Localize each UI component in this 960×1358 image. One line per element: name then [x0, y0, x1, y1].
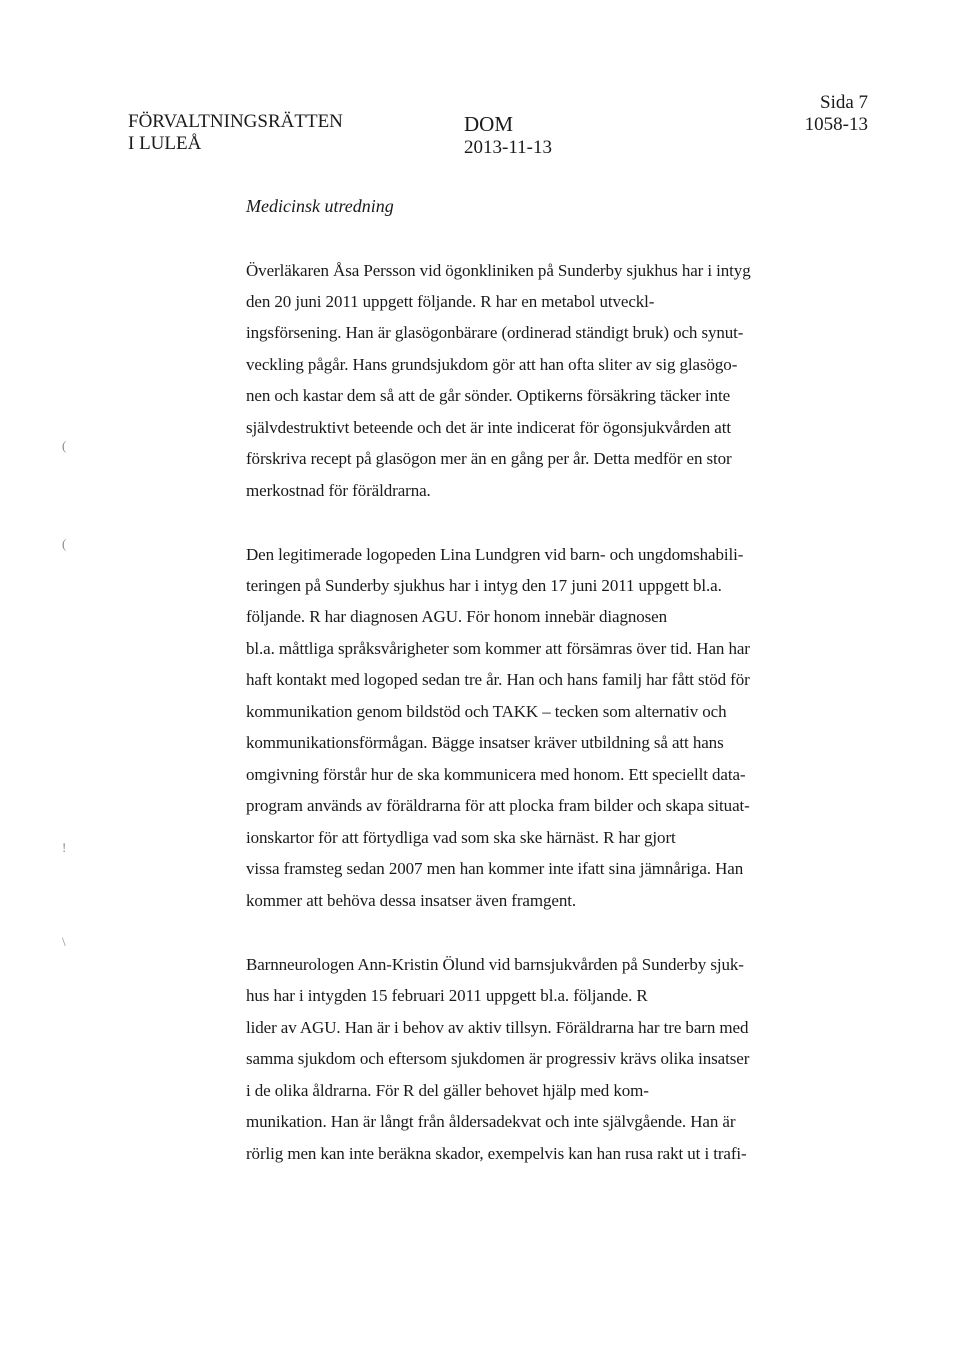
page-number: Sida 7 [820, 92, 869, 113]
text-line: ingsförsening. Han är glasögonbärare (ordinerad ständigt bruk) och synut- [246, 323, 744, 342]
text-line: lider av AGU. Han är i behov av aktiv tillsyn. Föräldrarna har tre barn med [246, 1018, 749, 1037]
text-line: munikation. Han är långt från åldersadekvat och inte självgående. Han är [246, 1112, 736, 1131]
margin-mark: \ [62, 934, 66, 949]
text-line: kommunikation genom bildstöd och TAKK – tecken som alternativ och [246, 702, 727, 721]
text-line: kommunikationsförmågan. Bägge insatser kräver utbildning så att hans [246, 733, 724, 752]
text-line: hus har i intygden 15 februari 2011 uppgett bl.a. följande. R [246, 986, 648, 1005]
section-heading: Medicinsk utredning [246, 196, 394, 216]
margin-mark: ( [62, 438, 67, 453]
text-line: i de olika åldrarna. För R del gäller behovet hjälp med kom- [246, 1081, 649, 1100]
text-line: omgivning förstår hur de ska kommunicera med honom. Ett speciellt data- [246, 765, 746, 784]
court-location: I LULEÅ [128, 133, 202, 154]
text-line: förskriva recept på glasögon mer än en gång per år. Detta medför en stor [246, 449, 732, 468]
text-line: rörlig men kan inte beräkna skador, exempelvis kan han rusa rakt ut i trafi- [246, 1144, 747, 1163]
text-line: Överläkaren Åsa Persson vid ögonkliniken på Sunderby sjukhus har i intyg [246, 261, 751, 280]
court-name: FÖRVALTNINGSRÄTTEN [128, 111, 343, 132]
text-line: samma sjukdom och eftersom sjukdomen är progressiv krävs olika insatser [246, 1049, 750, 1068]
text-line: teringen på Sunderby sjukhus har i intyg den 17 juni 2011 uppgett bl.a. [246, 576, 722, 595]
text-line: merkostnad för föräldrarna. [246, 481, 431, 500]
text-line: ionskartor för att förtydliga vad som ska ske härnäst. R har gjort [246, 828, 676, 847]
document-type: DOM [464, 112, 514, 136]
text-line: haft kontakt med logoped sedan tre år. Han och hans familj har fått stöd för [246, 670, 750, 689]
text-line: den 20 juni 2011 uppgett följande. R har en metabol utveckl- [246, 292, 655, 311]
text-line: Barnneurologen Ann-Kristin Ölund vid barnsjukvården på Sunderby sjuk- [246, 955, 744, 974]
margin-mark: ( [62, 536, 67, 551]
text-line: bl.a. måttliga språksvårigheter som kommer att försämras över tid. Han har [246, 639, 750, 658]
text-line: veckling pågår. Hans grundsjukdom gör att han ofta sliter av sig glasögo- [246, 355, 738, 374]
text-line: Den legitimerade logopeden Lina Lundgren vid barn- och ungdomshabili- [246, 545, 744, 564]
text-line: kommer att behöva dessa insatser även framgent. [246, 891, 576, 910]
text-line: nen och kastar dem så att de går sönder. Optikerns försäkring täcker inte [246, 386, 731, 405]
text-line: vissa framsteg sedan 2007 men han kommer inte ifatt sina jämnåriga. Han [246, 859, 744, 878]
text-line: program används av föräldrarna för att plocka fram bilder och skapa situat- [246, 796, 750, 815]
text-line: följande. R har diagnosen AGU. För honom innebär diagnosen [246, 607, 668, 626]
margin-mark: ! [62, 840, 67, 855]
case-number: 1058-13 [804, 114, 868, 135]
text-line: självdestruktivt beteende och det är inte indicerat för ögonsjukvården att [246, 418, 731, 437]
document-date: 2013-11-13 [464, 137, 552, 158]
